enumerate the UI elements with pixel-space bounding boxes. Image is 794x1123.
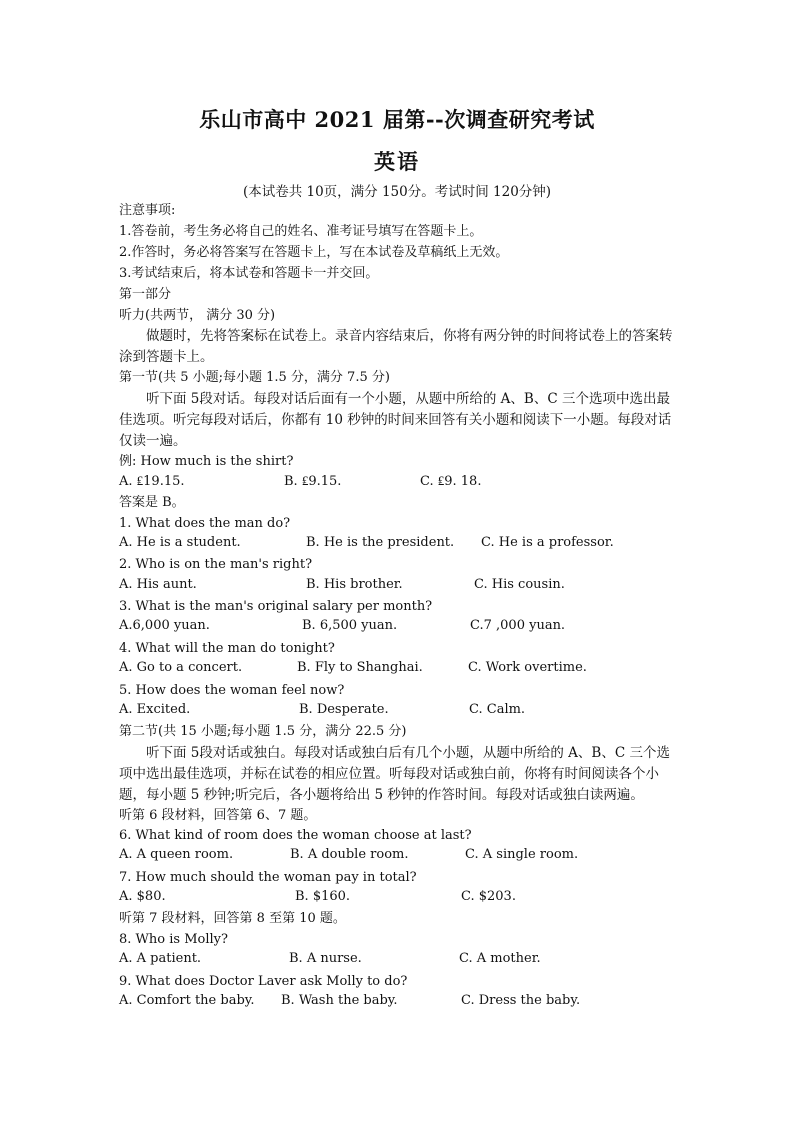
example-option-c: C. ₤9. 18. xyxy=(420,474,482,489)
material-note: 听第 6 段材料，回答第 6、7 题。 xyxy=(119,808,317,823)
question-text: 9. What does Doctor Laver ask Molly to do? xyxy=(119,974,408,989)
option-b: B. A nurse. xyxy=(289,951,362,966)
option-a: A. A queen room. xyxy=(119,847,234,862)
option-c: C. Dress the baby. xyxy=(461,993,581,1008)
option-b: B. $160. xyxy=(295,889,351,904)
notice-item: 1.答卷前，考生务必将自己的姓名、准考证号填写在答题卡上。 xyxy=(119,224,483,239)
notice-heading: 注意事项: xyxy=(119,203,176,218)
option-b: B. Fly to Shanghai. xyxy=(297,660,423,675)
option-a: A.6,000 yuan. xyxy=(119,618,210,633)
question-text: 7. How much should the woman pay in total? xyxy=(119,870,417,885)
example-option-a: A. ₤19.15. xyxy=(119,474,185,489)
listening-instructions: 做题时，先将答案标在试卷上。录音内容结束后，你将有两分钟的时间将试卷上的答案转涂到答题卡上。 xyxy=(119,328,673,365)
listening-heading: 听力(共两节， 满分 30 分) xyxy=(119,308,276,323)
subject-title: 英语 xyxy=(374,149,420,174)
exam-title: 乐山市高中 2021 届第--次调查研究考试 xyxy=(199,107,595,132)
option-b: B. His brother. xyxy=(306,577,403,592)
section1-instructions: 听下面 5段对话。每段对话后面有一个小题，从题中所给的 A、B、C 三个选项中选出最佳选项。听完每段对话后，你都有 10 秒钟的时间来回答有关小题和阅读下一小题。每段对话仅读一遍。 xyxy=(119,391,672,449)
exam-note: (本试卷共 10页，满分 150分。考试时间 120分钟) xyxy=(242,184,552,200)
option-b: B. 6,500 yuan. xyxy=(302,618,398,633)
section1-heading: 第一节(共 5 小题;每小题 1.5 分，满分 7.5 分) xyxy=(119,370,390,385)
option-a: A. His aunt. xyxy=(119,577,197,592)
option-c: C. A mother. xyxy=(459,951,541,966)
option-a: A. Excited. xyxy=(119,702,191,717)
option-b: B. Wash the baby. xyxy=(281,993,398,1008)
section2-heading: 第二节(共 15 小题;每小题 1.5 分，满分 22.5 分) xyxy=(119,724,407,739)
option-a: A. He is a student. xyxy=(119,535,241,550)
question-text: 6. What kind of room does the woman choose at last? xyxy=(119,828,472,843)
option-a: A. $80. xyxy=(119,889,166,904)
option-c: C. Calm. xyxy=(469,702,526,717)
question-text: 1. What does the man do? xyxy=(119,516,291,531)
section2-instructions: 听下面 5段对话或独白。每段对话或独白后有几个小题，从题中所给的 A、B、C 三个选项中选出最佳选项，并标在试卷的相应位置。听每段对话或独白前，你将有时间阅读各个小题，每小题 5 秒钟;听完后，各小题将给出 5 秒钟的作答时间。每段对话或独白读两遍。 xyxy=(119,745,670,803)
option-c: C. $203. xyxy=(461,889,516,904)
part-heading: 第一部分 xyxy=(119,287,172,302)
option-b: B. He is the president. xyxy=(306,535,455,550)
question-text: 8. Who is Molly? xyxy=(119,932,228,947)
option-c: C. His cousin. xyxy=(474,577,565,592)
option-a: A. A patient. xyxy=(119,951,202,966)
question-text: 3. What is the man's original salary per month? xyxy=(119,599,433,614)
option-c: C. A single room. xyxy=(465,847,579,862)
option-a: A. Go to a concert. xyxy=(119,660,243,675)
option-b: B. Desperate. xyxy=(299,702,389,717)
option-c: C. He is a professor. xyxy=(481,535,614,550)
example-question: 例: How much is the shirt? xyxy=(119,454,294,469)
example-answer: 答案是 B。 xyxy=(119,495,185,510)
option-c: C. Work overtime. xyxy=(468,660,587,675)
option-a: A. Comfort the baby. xyxy=(119,993,255,1008)
question-text: 5. How does the woman feel now? xyxy=(119,683,345,698)
question-text: 2. Who is on the man's right? xyxy=(119,557,313,572)
option-b: B. A double room. xyxy=(290,847,409,862)
notice-item: 3.考试结束后，将本试卷和答题卡一并交回。 xyxy=(119,266,379,281)
example-option-b: B. ₤9.15. xyxy=(284,474,342,489)
option-c: C.7 ,000 yuan. xyxy=(470,618,566,633)
material-note: 听第 7 段材料，回答第 8 至第 10 题。 xyxy=(119,911,346,926)
question-text: 4. What will the man do tonight? xyxy=(119,641,335,656)
notice-item: 2.作答时，务必将答案写在答题卡上，写在本试卷及草稿纸上无效。 xyxy=(119,245,509,260)
